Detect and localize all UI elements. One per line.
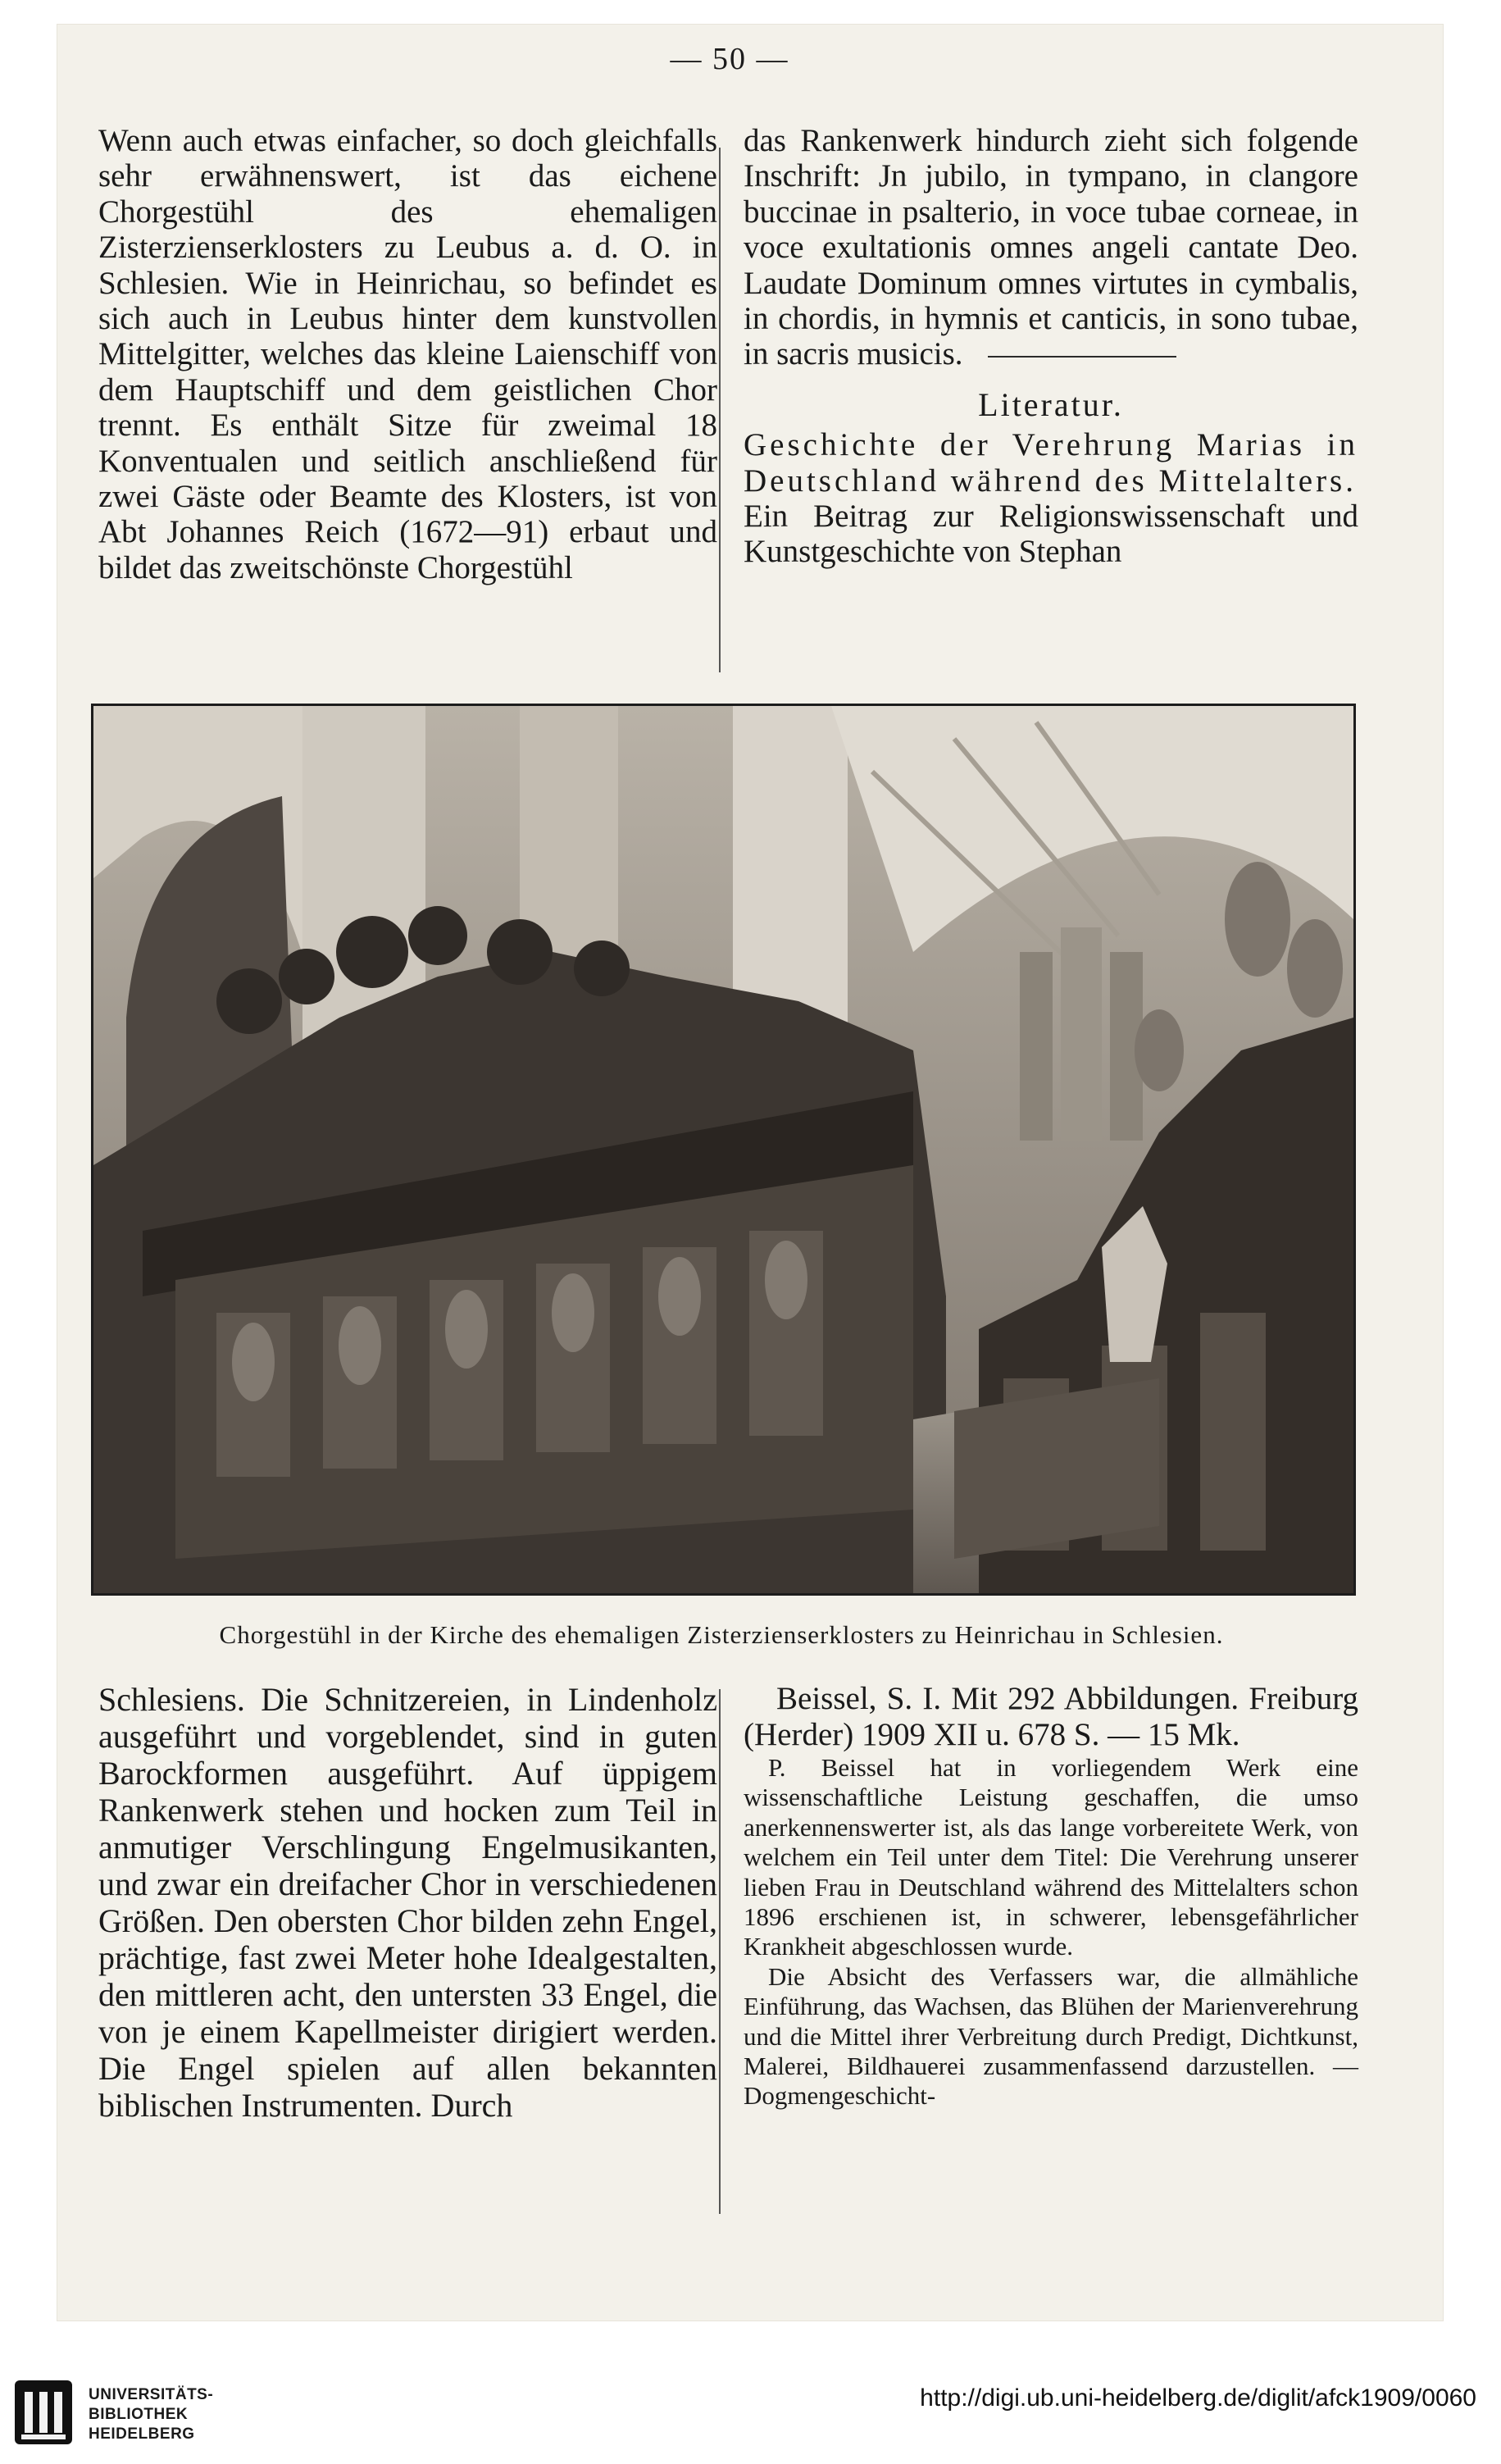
review-paragraph-1: P. Beissel hat in vorliegendem Werk eine wissenschaftliche Leistung geschaffen, die umso anerkennenswerter ist, als das lange vorbereitete Werk, von welchem ein Teil unter dem Titel: Die Verehrung unserer lieben Frau in Deutschland während des Mittelalters schon 1896 erschienen ist, in schwerer, lebensgefährlicher Krankheit abgeschlossen wurde.: [744, 1753, 1358, 1961]
photograph-image: [93, 706, 1353, 1593]
top-right-paragraph: [744, 123, 1358, 372]
library-name: [89, 2385, 213, 2444]
page-number: — 50 —: [670, 42, 789, 76]
bottom-right-column: [744, 1681, 1358, 2111]
column-divider-top: [719, 148, 721, 672]
top-left-paragraph: Wenn auch etwas einfacher, so doch gleichfalls sehr erwähnenswert, ist das eichene Chorgestühl des ehemaligen Zisterzienserklosters zu Leubus a. d. O. in Schlesien. Wie in Heinrichau, so befindet es sich auch in Leubus hinter dem kunstvollen Mittelgitter, welches das kleine Laienschiff von dem Hauptschiff und dem geistlichen Chor trennt. Es enthält Sitze für zweimal 18 Konventualen und seitlich anschließend für zwei Gäste oder Beamte des Klosters, ist von Abt Johannes Reich (1672—91) erbaut und bildet das zweitschönste Chorgestühl: [98, 123, 717, 585]
top-left-column: [98, 123, 717, 585]
bottom-left-column: [98, 1681, 717, 2124]
book-review: [744, 1753, 1358, 2111]
literature-heading: Literatur.: [978, 385, 1124, 423]
library-line-3: HEIDELBERG: [89, 2425, 195, 2443]
choir-stalls-photograph: [91, 704, 1356, 1596]
review-paragraph-2: Die Absicht des Verfassers war, die allmähliche Einführung, das Wachsen, das Blühen der Marienverehrung und die Mittel ihrer Verbreitung durch Predigt, Dichtkunst, Malerei, Bildhauerei zusammenfassend darzustellen. — Dogmengeschicht-: [744, 1961, 1358, 2111]
column-divider-bottom: [719, 1689, 721, 2214]
top-right-column: [744, 123, 1358, 570]
library-logo-icon: [15, 2380, 72, 2444]
figure-caption: Chorgestühl in der Kirche des ehemaligen Zisterzienserklosters zu Heinrichau in Schlesien.: [219, 1620, 1224, 1649]
bottom-left-paragraph: Schlesiens. Die Schnitzereien, in Lindenholz ausgeführt und vorgeblendet, sind in guten Barockformen ausgeführt. Auf üppigem Rankenwerk stehen und hocken zum Teil in anmutiger Verschlingung Engelmusikanten, und zwar ein dreifacher Chor in verschiedenen Größen. Den obersten Chor bilden zehn Engel, prächtige, fast zwei Meter hohe Idealgestalten, den mittleren acht, den untersten 33 Engel, die von je einem Kapellmeister dirigiert werden. Die Engel spielen auf allen bekannten biblischen Instrumenten. Durch: [98, 1681, 717, 2124]
book-citation: Beissel, S. I. Mit 292 Abbildungen. Freiburg (Herder) 1909 XII u. 678 S. — 15 Mk.: [744, 1681, 1358, 1752]
library-logo: [7, 2374, 269, 2456]
library-line-1: UNIVERSITÄTS-: [89, 2386, 214, 2403]
short-rule: [988, 356, 1176, 358]
source-url[interactable]: http://digi.ub.uni-heidelberg.de/diglit/afck1909/0060: [920, 2384, 1476, 2412]
book-title: Geschichte der Verehrung Marias in Deutschland während des Mittelalters.: [744, 427, 1358, 499]
inscription-text: das Rankenwerk hindurch zieht sich folgende Inschrift: Jn jubilo, in tympano, in clangore buccinae in psalterio, in voce tubae corneae, in voce exultationis omnes angeli cantate Deo. Laudate Dominum omnes virtutes in cymbalis, in chordis, in hymnis et canticis, in sono tubae, in sacris musicis.: [744, 123, 1358, 372]
book-subtitle: Ein Beitrag zur Religionswissenschaft und Kunstgeschichte von Stephan: [744, 499, 1358, 570]
library-line-2: BIBLIOTHEK: [89, 2406, 189, 2423]
